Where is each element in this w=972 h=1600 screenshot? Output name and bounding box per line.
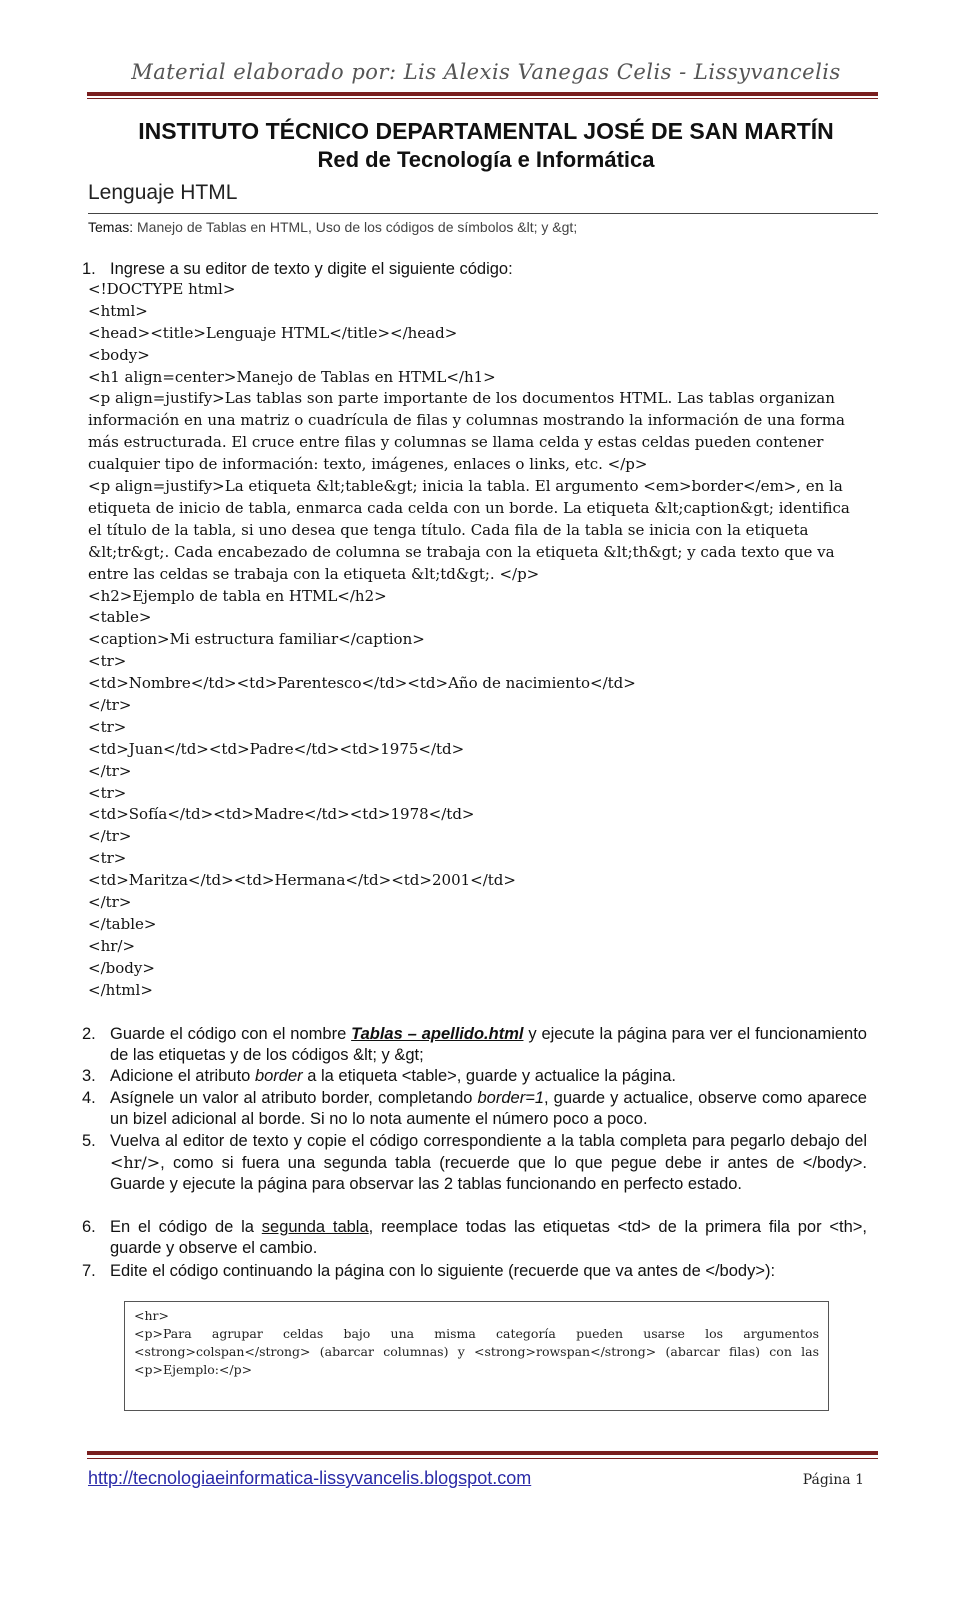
step-text — [110, 1066, 867, 1087]
step-text-part: Adicione el atributo — [110, 1067, 255, 1085]
snippet-line: <hr> — [134, 1308, 169, 1323]
step-text — [110, 1217, 867, 1259]
step-number: 4. — [82, 1089, 96, 1107]
code-line: <head><title>Lenguaje HTML</title></head> — [88, 323, 458, 342]
temas-value: Manejo de Tablas en HTML, Uso de los códigos de símbolos &lt; y &gt; — [137, 219, 578, 235]
step-number: 6. — [82, 1218, 96, 1236]
snippet-paragraph: <p>Para agrupar celdas bajo una misma categoría pueden usarse los argumentos <strong>colspan</strong> (abarcar columnas) y <strong>rowspan</strong> (abarcar filas) con las — [134, 1326, 819, 1359]
filename-emphasis: Tablas – apellido.html — [351, 1025, 524, 1043]
code-line: <caption>Mi estructura familiar</caption> — [88, 630, 425, 649]
step-number: 7. — [82, 1262, 96, 1280]
code-line: </tr> — [88, 761, 132, 780]
header-rule-thick — [87, 92, 878, 96]
step-2 — [82, 1024, 872, 1066]
code-line: <td>Juan</td><td>Padre</td><td>1975</td> — [88, 739, 465, 758]
step-text — [110, 1131, 867, 1195]
step-text-part: y ejecute la página para ver el funcionamiento de las etiquetas y de los códigos &lt; y &gt; — [110, 1025, 867, 1064]
step-4 — [82, 1088, 872, 1130]
code-line: <hr/> — [88, 936, 136, 955]
code-line: <body> — [88, 345, 150, 364]
code-listing — [88, 279, 864, 1001]
step-text-part: En el código de la — [110, 1218, 262, 1236]
step-text-part: , guarde y actualice, observe como aparece un bizel adicional al borde. Si no lo nota aumente el número poco a poco. — [110, 1089, 867, 1128]
step-text — [110, 1088, 867, 1130]
step-text-part: a la etiqueta <table>, guarde y actualice la página. — [302, 1067, 676, 1085]
step-number: 3. — [82, 1067, 96, 1085]
header-rule-thin — [87, 98, 878, 99]
attribute-emphasis: border — [254, 1067, 303, 1085]
code-line: <tr> — [88, 783, 127, 802]
step-text-part: Guarde el código con el nombre — [110, 1025, 352, 1043]
author-header: Material elaborado por: Lis Alexis Vanegas Celis - Lissyvancelis — [131, 60, 841, 84]
step-text-part: Asígnele un valor al atributo border, completando — [110, 1089, 478, 1107]
step-6 — [82, 1217, 872, 1259]
page-number: Página 1 — [802, 1472, 864, 1488]
hr-tag: <hr/> — [110, 1153, 161, 1172]
code-line: <table> — [88, 608, 152, 627]
step-1 — [82, 259, 872, 281]
subject-rule — [88, 213, 878, 214]
code-line: </tr> — [88, 893, 132, 912]
step-7 — [82, 1261, 872, 1283]
code-line: </body> — [88, 958, 155, 977]
code-line: </tr> — [88, 696, 132, 714]
code-line: <!DOCTYPE html> — [88, 280, 236, 298]
step-3 — [82, 1066, 872, 1088]
code-line: </html> — [88, 980, 153, 999]
code-paragraph: <p align=justify>La etiqueta &lt;table&gt; inicia la tabla. El argumento <em>border</em>, en la etiqueta de inicio de tabla, enmarca cada celda con un borde. La etiqueta &lt;caption&gt; identifica el título de la tabla, si uno desea que tenga título. Cada fila de la tabla se inicia con la etiqueta &lt;tr&gt;. Cada encabezado de columna se trabaja con la etiqueta &lt;th&gt; y cada texto que va entre las celdas se trabaja con la etiqueta &lt;td&gt;. </p> — [88, 477, 850, 583]
step-text-part: Vuelva al editor de texto y copie el código correspondiente a la tabla completa para pegarlo debajo del — [110, 1132, 867, 1150]
code-line: <td>Maritza</td><td>Hermana</td><td>2001</td> — [88, 871, 516, 890]
footer-rule-thin — [87, 1458, 878, 1459]
code-line: <h2>Ejemplo de tabla en HTML</h2> — [88, 586, 387, 605]
temas-line — [88, 219, 577, 235]
code-snippet-box — [124, 1301, 829, 1411]
step-text: Ingrese a su editor de texto y digite el siguiente código: — [110, 260, 513, 278]
code-line: <tr> — [88, 849, 127, 868]
code-line: <tr> — [88, 652, 127, 671]
code-line: <h1 align=center>Manejo de Tablas en HTML</h1> — [88, 367, 496, 386]
institute-title: INSTITUTO TÉCNICO DEPARTAMENTAL JOSÉ DE SAN MARTÍN — [138, 118, 834, 144]
step-number: 2. — [82, 1025, 96, 1043]
step-text-part: , reemplace todas las etiquetas <td> de la primera fila por <th>, guarde y observe el cambio. — [110, 1218, 867, 1257]
code-line: <html> — [88, 301, 148, 320]
step-text: Edite el código continuando la página con lo siguiente (recuerde que va antes de </body>): — [110, 1262, 776, 1280]
code-line: <tr> — [88, 717, 127, 736]
snippet-line: <p>Ejemplo:</p> — [134, 1362, 253, 1377]
network-title: Red de Tecnología e Informática — [317, 147, 655, 172]
code-line: <td>Nombre</td><td>Parentesco</td><td>Año de nacimiento</td> — [88, 674, 636, 693]
step-number: 1. — [82, 260, 96, 278]
step-text-part: , como si fuera una segunda tabla (recuerde que lo que pegue debe ir antes de </body>. Guarde y ejecute la página para observar las 2 tablas funcionando en perfecto estado. — [110, 1154, 867, 1193]
subject-heading: Lenguaje HTML — [88, 181, 238, 204]
attribute-emphasis: border=1 — [477, 1089, 545, 1107]
code-line: <td>Sofía</td><td>Madre</td><td>1978</td> — [88, 805, 475, 824]
step-number: 5. — [82, 1132, 96, 1150]
step-text — [110, 1024, 867, 1066]
temas-label: Temas: — [88, 219, 134, 235]
code-line: </table> — [88, 914, 157, 933]
code-paragraph: <p align=justify>Las tablas son parte importante de los documentos HTML. Las tablas organizan información en una matriz o cuadrícula de filas y columnas mostrando la información de una forma más estructurada. El cruce entre filas y columnas se llama celda y estas celdas pueden contener cualquier tipo de información: texto, imágenes, enlaces o links, etc. </p> — [88, 389, 845, 474]
code-line: </tr> — [88, 827, 132, 846]
footer-rule-thick — [87, 1451, 878, 1455]
second-table-emphasis: segunda tabla — [261, 1218, 369, 1236]
footer-link[interactable]: http://tecnologiaeinformatica-lissyvancelis.blogspot.com — [88, 1468, 532, 1488]
step-5 — [82, 1131, 872, 1215]
